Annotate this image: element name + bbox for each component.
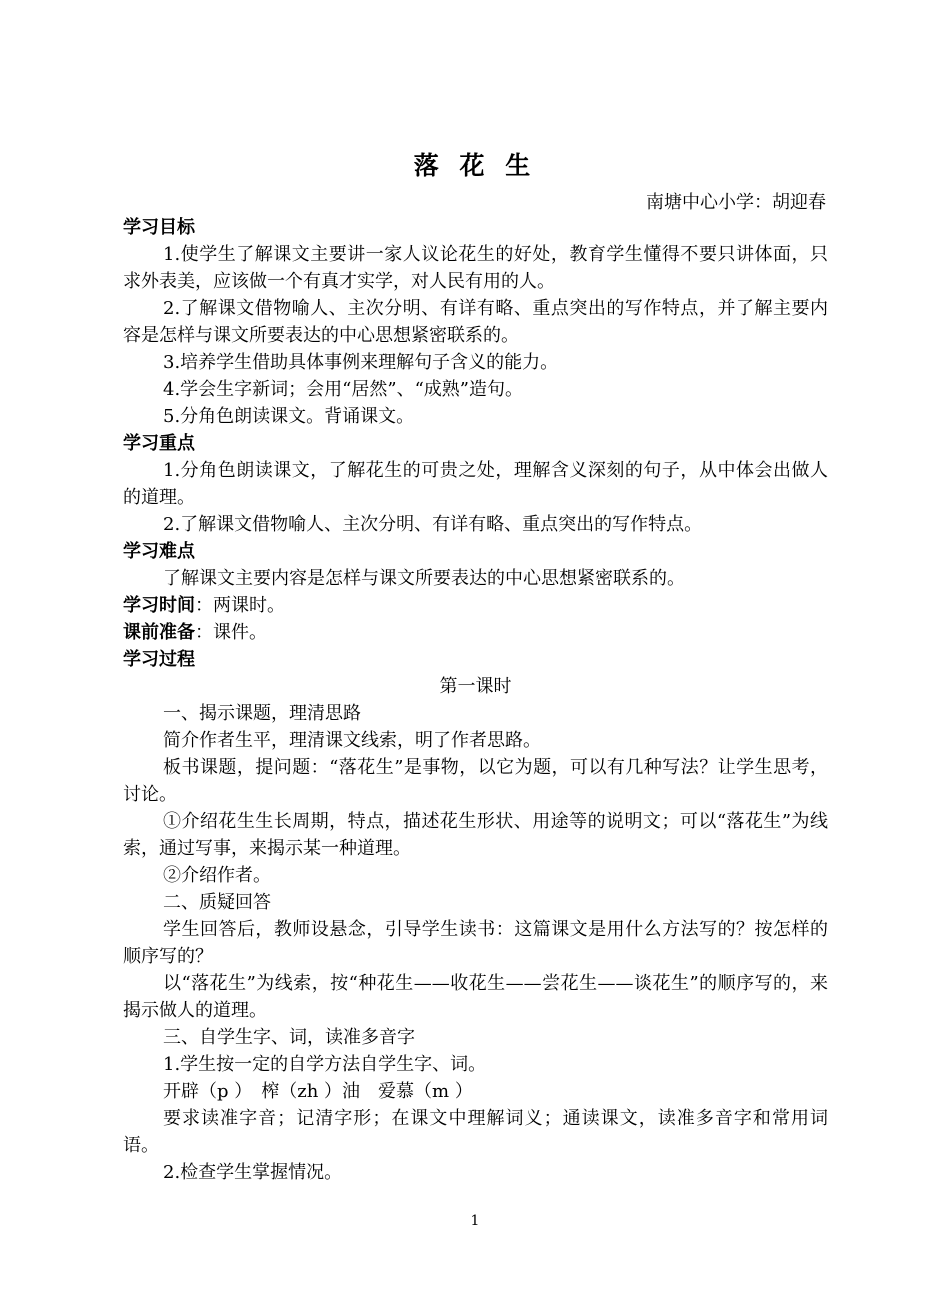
process-paragraph: 2.检查学生掌握情况。 xyxy=(163,1162,343,1183)
process-paragraph: 简介作者生平，理清课文线索，明了作者思路。 xyxy=(163,730,541,751)
lesson-prep-value: ：课件。 xyxy=(195,622,267,643)
document-body xyxy=(123,214,828,1186)
key-point-item: 2.了解课文借物喻人、主次分明、有详有略、重点突出的写作特点。 xyxy=(163,514,703,535)
page-number: 1 xyxy=(470,1213,480,1229)
lesson-title: 第一课时 xyxy=(439,676,512,697)
process-heading: 学习过程 xyxy=(123,649,195,670)
process-paragraph: 一、揭示课题，理清思路 xyxy=(163,703,361,724)
difficulties-heading: 学习难点 xyxy=(123,541,195,562)
process-paragraph: 二、质疑回答 xyxy=(163,892,271,913)
objectives-heading: 学习目标 xyxy=(123,217,195,238)
key-point-item: 1.分角色朗读课文，了解花生的可贵之处，理解含义深刻的句子，从中体会出做人的道理。 xyxy=(123,460,828,508)
difficulties-text: 了解课文主要内容是怎样与课文所要表达的中心思想紧密联系的。 xyxy=(163,568,685,589)
objective-item: 4.学会生字新词；会用“居然”、“成熟”造句。 xyxy=(163,379,523,400)
document-title: 落 花 生 xyxy=(413,151,537,180)
process-paragraph: 开辟（p ） 榨（zh ）油 爱慕（m ） xyxy=(163,1081,473,1102)
process-paragraph: ①介绍花生生长周期，特点，描述花生形状、用途等的说明文；可以“落花生”为线索，通过写事，来揭示某一种道理。 xyxy=(123,811,828,859)
process-paragraph: 三、自学生字、词，读准多音字 xyxy=(163,1027,415,1048)
objective-item: 1.使学生了解课文主要讲一家人议论花生的好处，教育学生懂得不要只讲体面，只求外表美，应该做一个有真才实学，对人民有用的人。 xyxy=(123,244,828,292)
study-time-label: 学习时间 xyxy=(123,595,195,616)
key-points-heading: 学习重点 xyxy=(123,433,195,454)
lesson-prep xyxy=(123,619,828,646)
process-paragraph: 以“落花生”为线索，按“种花生——收花生——尝花生——谈花生”的顺序写的，来揭示做人的道理。 xyxy=(123,973,828,1021)
lesson-prep-label: 课前准备 xyxy=(123,622,195,643)
process-paragraph: 板书课题，提问题：“落花生”是事物，以它为题，可以有几种写法？让学生思考，讨论。 xyxy=(123,757,828,805)
process-paragraph: 1.学生按一定的自学方法自学生字、词。 xyxy=(163,1054,487,1075)
process-paragraph: ②介绍作者。 xyxy=(163,865,271,886)
objective-item: 2.了解课文借物喻人、主次分明、有详有略、重点突出的写作特点，并了解主要内容是怎样与课文所要表达的中心思想紧密联系的。 xyxy=(123,298,828,346)
author-line: 南塘中心小学：胡迎春 xyxy=(646,192,826,213)
study-time-value: ：两课时。 xyxy=(195,595,285,616)
study-time xyxy=(123,592,828,619)
process-paragraph: 要求读准字音；记清字形；在课文中理解词义；通读课文，读准多音字和常用词语。 xyxy=(123,1108,828,1156)
objective-item: 5.分角色朗读课文。背诵课文。 xyxy=(163,406,415,427)
process-paragraph: 学生回答后，教师设悬念，引导学生读书：这篇课文是用什么方法写的？按怎样的顺序写的？ xyxy=(123,919,828,967)
objective-item: 3.培养学生借助具体事例来理解句子含义的能力。 xyxy=(163,352,559,373)
